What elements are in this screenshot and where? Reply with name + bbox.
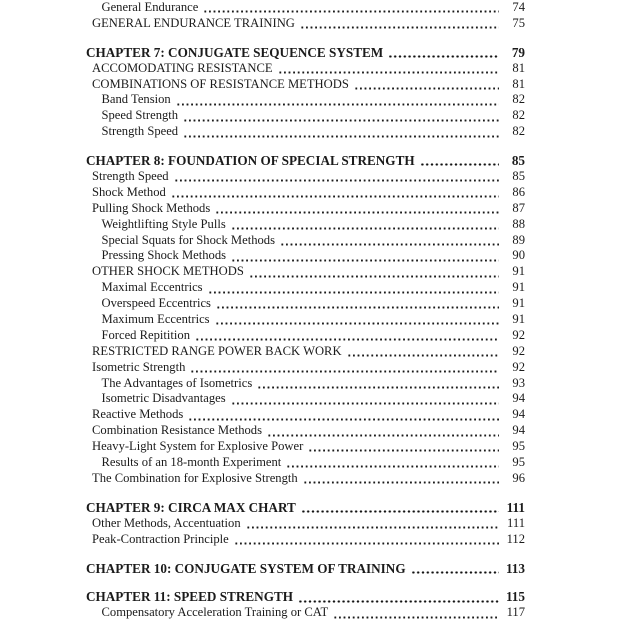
toc-entry <box>86 589 525 605</box>
toc-entry-page-number: 112 <box>506 531 525 546</box>
toc-entry <box>86 532 525 548</box>
toc-entry <box>86 407 525 423</box>
toc-entry-page-number: 79 <box>511 44 525 60</box>
toc-entry-page-number: 91 <box>512 280 525 295</box>
dot-leader <box>173 169 499 185</box>
dot-leader <box>332 605 499 621</box>
toc-entry-label: OTHER SHOCK METHODS <box>92 264 244 279</box>
toc-entry-page-number: 94 <box>512 423 525 438</box>
toc-entry-label: CHAPTER 7: CONJUGATE SEQUENCE SYSTEM <box>86 44 384 60</box>
toc-entry-page-number: 111 <box>507 515 525 530</box>
toc-entry-page-number: 81 <box>512 76 525 91</box>
toc-entry <box>86 185 525 201</box>
dot-leader <box>297 589 499 605</box>
toc-entry <box>86 344 525 360</box>
toc-entry <box>86 217 525 233</box>
toc-entry-page-number: 115 <box>505 589 525 605</box>
toc-entry-label: CHAPTER 8: FOUNDATION OF SPECIAL STRENGTH <box>86 153 415 169</box>
toc-entry <box>86 16 525 32</box>
dot-leader <box>182 124 499 140</box>
toc-entry-page-number: 95 <box>512 455 525 470</box>
toc-entry-page-number: 117 <box>506 605 525 620</box>
toc-entry-label: Pressing Shock Methods <box>101 248 227 263</box>
toc-entry-page-number: 89 <box>512 232 525 247</box>
toc-entry-page-number: 90 <box>512 248 525 263</box>
toc-entry <box>86 516 525 532</box>
toc-entry-label: General Endurance <box>101 0 199 14</box>
toc-entry-label: CHAPTER 11: SPEED STRENGTH <box>86 589 294 605</box>
toc-entry-label: COMBINATIONS OF RESISTANCE METHODS <box>92 76 349 91</box>
dot-leader <box>182 108 499 124</box>
toc-entry-label: The Advantages of Isometrics <box>101 375 253 390</box>
toc-entry-label: Results of an 18-month Experiment <box>101 455 282 470</box>
toc-entry-label: Isometric Strength <box>92 359 186 374</box>
toc-entry-page-number: 93 <box>512 375 525 390</box>
toc-entry-page-number: 92 <box>512 327 525 342</box>
toc-entry-page-number: 85 <box>511 153 525 169</box>
toc-entry-page-number: 111 <box>506 499 525 515</box>
dot-leader <box>170 185 499 201</box>
toc-entry-label: Isometric Disadvantages <box>101 391 226 406</box>
toc-entry-label: GENERAL ENDURANCE TRAINING <box>92 15 295 30</box>
toc-entry-label: Maximal Eccentrics <box>101 280 203 295</box>
toc-entry-label: Other Methods, Accentuation <box>92 515 241 530</box>
dot-leader <box>410 561 499 577</box>
toc-entry-page-number: 113 <box>505 560 525 576</box>
toc-entry-page-number: 91 <box>512 312 525 327</box>
toc-entry-label: ACCOMODATING RESISTANCE <box>92 60 273 75</box>
dot-leader <box>230 217 499 233</box>
toc-entry <box>86 296 525 312</box>
dot-leader <box>266 423 499 439</box>
dot-leader <box>230 391 499 407</box>
toc-entry <box>86 264 525 280</box>
toc-entry-list <box>86 0 525 621</box>
dot-leader <box>285 455 499 471</box>
dot-leader <box>194 328 499 344</box>
dot-leader <box>387 45 499 61</box>
dot-leader <box>214 312 499 328</box>
dot-leader <box>245 516 499 532</box>
toc-entry <box>86 376 525 392</box>
toc-entry-label: Peak-Contraction Principle <box>92 531 229 546</box>
dot-leader <box>299 16 499 32</box>
toc-entry-page-number: 92 <box>512 359 525 374</box>
dot-leader <box>256 376 499 392</box>
dot-leader <box>202 0 499 16</box>
toc-entry <box>86 248 525 264</box>
toc-entry-page-number: 96 <box>512 470 525 485</box>
dot-leader <box>215 296 499 312</box>
toc-entry <box>86 561 525 577</box>
toc-entry-page-number: 94 <box>512 407 525 422</box>
toc-entry-label: Combination Resistance Methods <box>92 423 262 438</box>
toc-entry-page-number: 94 <box>512 391 525 406</box>
toc-entry-label: Speed Strength <box>101 108 179 123</box>
toc-entry <box>86 312 525 328</box>
dot-leader <box>207 280 499 296</box>
dot-leader <box>279 233 499 249</box>
toc-entry <box>86 280 525 296</box>
toc-entry-label: Strength Speed <box>101 124 179 139</box>
toc-entry <box>86 455 525 471</box>
dot-leader <box>189 360 499 376</box>
toc-entry <box>86 605 525 621</box>
toc-entry-page-number: 91 <box>512 264 525 279</box>
toc-entry <box>86 423 525 439</box>
toc-entry-label: Special Squats for Shock Methods <box>101 232 275 247</box>
toc-entry-page-number: 75 <box>512 15 525 30</box>
toc-entry <box>86 169 525 185</box>
dot-leader <box>307 439 499 455</box>
dot-leader <box>230 248 499 264</box>
toc-entry-page-number: 92 <box>512 343 525 358</box>
toc-entry <box>86 124 525 140</box>
dot-leader <box>346 344 499 360</box>
toc-entry <box>86 0 525 16</box>
toc-entry <box>86 439 525 455</box>
toc-entry <box>86 108 525 124</box>
toc-entry <box>86 471 525 487</box>
toc-entry-page-number: 81 <box>512 60 525 75</box>
toc-entry-page-number: 86 <box>512 184 525 199</box>
toc-entry-page-number: 91 <box>512 296 525 311</box>
dot-leader <box>277 61 499 77</box>
toc-entry <box>86 77 525 93</box>
toc-entry <box>86 500 525 516</box>
toc-entry-label: Strength Speed <box>92 169 169 184</box>
toc-entry-label: Maximum Eccentrics <box>101 312 210 327</box>
toc-entry-page-number: 74 <box>512 0 525 14</box>
toc-entry <box>86 391 525 407</box>
dot-leader <box>233 532 499 548</box>
toc-entry-page-number: 88 <box>512 216 525 231</box>
dot-leader <box>419 153 499 169</box>
toc-entry-label: Pulling Shock Methods <box>92 200 211 215</box>
toc-entry <box>86 201 525 217</box>
toc-entry <box>86 153 525 169</box>
toc-entry-page-number: 87 <box>512 200 525 215</box>
toc-entry <box>86 92 525 108</box>
toc-entry-label: Forced Repitition <box>101 327 190 342</box>
toc-entry-label: CHAPTER 10: CONJUGATE SYSTEM OF TRAINING <box>86 560 406 576</box>
toc-entry-page-number: 82 <box>512 92 525 107</box>
toc-entry-label: Overspeed Eccentrics <box>101 296 211 311</box>
dot-leader <box>187 407 499 423</box>
toc-entry-label: Reactive Methods <box>92 407 184 422</box>
toc-entry <box>86 61 525 77</box>
toc-entry <box>86 45 525 61</box>
toc-entry-label: Shock Method <box>92 184 166 199</box>
toc-entry-label: Compensatory Acceleration Training or CAT <box>101 605 329 620</box>
toc-entry-label: Weightlifting Style Pulls <box>101 216 226 231</box>
toc-entry-label: Heavy-Light System for Explosive Power <box>92 439 304 454</box>
toc-entry <box>86 233 525 249</box>
toc-entry-page-number: 95 <box>512 439 525 454</box>
toc-entry-page-number: 85 <box>512 169 525 184</box>
toc-entry-label: The Combination for Explosive Strength <box>92 470 298 485</box>
toc-entry-page-number: 82 <box>512 108 525 123</box>
dot-leader <box>175 92 499 108</box>
dot-leader <box>214 201 499 217</box>
dot-leader <box>302 471 499 487</box>
dot-leader <box>300 500 499 516</box>
dot-leader <box>353 77 499 93</box>
toc-entry-label: RESTRICTED RANGE POWER BACK WORK <box>92 343 342 358</box>
toc-entry-page-number: 82 <box>512 124 525 139</box>
toc-entry <box>86 328 525 344</box>
toc-entry-label: Band Tension <box>101 92 171 107</box>
toc-entry <box>86 360 525 376</box>
dot-leader <box>248 264 499 280</box>
toc-entry-label: CHAPTER 9: CIRCA MAX CHART <box>86 499 296 515</box>
